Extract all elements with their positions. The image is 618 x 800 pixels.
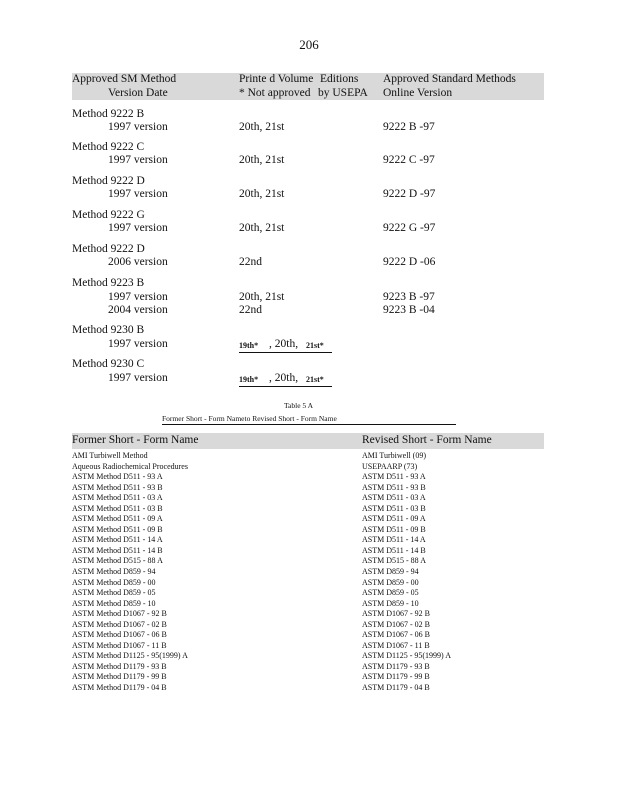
row-method: Method 9222 D [72, 243, 145, 255]
edition-19th: 19th* [239, 341, 259, 350]
former-name-item: Aqueous Radiochemical Procedures [72, 461, 188, 471]
revised-name-item: ASTM D1179 - 99 B [362, 672, 430, 682]
former-name-item: ASTM Method D1067 - 11 B [72, 640, 167, 650]
revised-name-item: USEPAARP (73) [362, 461, 418, 471]
row-online-version: 9222 G -97 [383, 222, 436, 234]
former-name-item: ASTM Method D859 - 05 [72, 588, 156, 598]
revised-name-item: ASTM D859 - 94 [362, 567, 419, 577]
edition-19th: 19th* [239, 375, 259, 384]
row-version: 1997 version [108, 338, 168, 350]
row-editions: 22nd [239, 256, 262, 268]
table2-header [72, 433, 544, 449]
former-name-item: AMI Turbiwell Method [72, 451, 148, 460]
revised-name-item: ASTM D511 - 93 A [362, 472, 426, 482]
row-method: Method 9230 C [72, 358, 145, 370]
header-version-date: Version Date [108, 87, 168, 99]
revised-name-item: ASTM D1067 - 92 B [362, 609, 431, 619]
row-editions-underlined [239, 338, 332, 353]
header-editions: Editions [320, 73, 359, 85]
edition-21st: 21st* [306, 375, 324, 384]
row-version: 1997 version [108, 121, 168, 133]
row-editions: 20th, 21st [239, 188, 285, 200]
row-online-version: 9223 B -04 [383, 304, 435, 316]
header-not-approved: * Not approved [239, 87, 311, 99]
revised-name-item: ASTM D511 - 14 A [362, 535, 426, 545]
revised-name-item: ASTM D1067 - 06 B [362, 630, 431, 640]
row-version: 1997 version [108, 291, 168, 303]
former-name-list [72, 451, 188, 694]
edition-20th: , 20th, [269, 338, 299, 350]
header-by-usepa: by USEPA [318, 87, 368, 99]
former-name-item: ASTM Method D511 - 14 A [72, 535, 163, 545]
former-name-item: ASTM Method D859 - 94 [72, 567, 156, 577]
header-printed-volume: Printe d Volume [239, 73, 314, 85]
former-name-item: ASTM Method D1067 - 02 B [72, 619, 167, 629]
row-version: 1997 version [108, 154, 168, 166]
former-name-item: ASTM Method D1067 - 92 B [72, 609, 167, 619]
row-version: 1997 version [108, 372, 168, 384]
header-approved-standard-methods: Approved Standard Methods [383, 73, 516, 85]
former-name-item: ASTM Method D1067 - 06 B [72, 630, 167, 640]
former-name-item: ASTM Method D515 - 88 A [72, 556, 163, 566]
revised-name-item: ASTM D1125 - 95(1999) A [362, 651, 452, 661]
row-version: 1997 version [108, 222, 168, 234]
row-method: Method 9222 B [72, 108, 145, 120]
former-name-item: ASTM Method D511 - 09 B [72, 524, 163, 534]
revised-name-item: AMI Turbiwell (09) [362, 451, 427, 460]
row-online-version: 9222 D -06 [383, 256, 436, 268]
row-editions: 22nd [239, 304, 262, 316]
table1-header [72, 73, 544, 100]
revised-name-item: ASTM D859 - 00 [362, 577, 419, 587]
revised-name-item: ASTM D511 - 93 B [362, 482, 426, 492]
edition-21st: 21st* [306, 341, 324, 350]
row-method: Method 9230 B [72, 324, 145, 336]
former-name-item: ASTM Method D511 - 93 B [72, 482, 163, 492]
row-online-version: 9223 B -97 [383, 291, 435, 303]
former-name-item: ASTM Method D511 - 09 A [72, 514, 163, 524]
table-title: Table 5 A [284, 401, 314, 410]
revised-name-item: ASTM D511 - 09 A [362, 514, 426, 524]
former-name-item: ASTM Method D511 - 03 B [72, 503, 163, 513]
header-revised: Revised Short - Form Name [362, 434, 492, 446]
revised-name-item: ASTM D1067 - 02 B [362, 619, 431, 629]
header-former: Former Short - Form Name [72, 434, 199, 446]
former-name-item: ASTM Method D1125 - 95(1999) A [72, 651, 188, 661]
table-subtitle: Former Short - Form Nameto Revised Short - Form Name [162, 414, 456, 425]
row-editions: 20th, 21st [239, 154, 285, 166]
row-editions: 20th, 21st [239, 222, 285, 234]
edition-20th: , 20th, [269, 372, 299, 384]
revised-name-item: ASTM D511 - 14 B [362, 545, 426, 555]
former-name-item: ASTM Method D511 - 93 A [72, 472, 163, 482]
revised-name-item: ASTM D1179 - 93 B [362, 661, 430, 671]
revised-name-item: ASTM D511 - 03 A [362, 493, 426, 503]
revised-name-item: ASTM D515 - 88 A [362, 556, 427, 566]
header-approved-sm-method: Approved SM Method [72, 73, 177, 85]
row-editions: 20th, 21st [239, 291, 285, 303]
row-method: Method 9222 D [72, 175, 145, 187]
row-editions: 20th, 21st [239, 121, 285, 133]
revised-name-item: ASTM D511 - 03 B [362, 503, 426, 513]
former-name-item: ASTM Method D1179 - 93 B [72, 661, 167, 671]
row-method: Method 9222 G [72, 209, 145, 221]
former-name-item: ASTM Method D511 - 03 A [72, 493, 163, 503]
revised-name-item: ASTM D859 - 05 [362, 588, 419, 598]
row-editions-underlined [239, 372, 332, 387]
page-number: 206 [299, 37, 319, 52]
row-version: 2004 version [108, 304, 168, 316]
revised-name-item: ASTM D1067 - 11 B [362, 640, 430, 650]
former-name-item: ASTM Method D859 - 00 [72, 577, 156, 587]
former-name-item: ASTM Method D511 - 14 B [72, 545, 163, 555]
revised-name-item: ASTM D511 - 09 B [362, 524, 426, 534]
former-name-item: ASTM Method D1179 - 04 B [72, 683, 167, 693]
row-method: Method 9222 C [72, 141, 145, 153]
row-online-version: 9222 C -97 [383, 154, 435, 166]
former-name-item: ASTM Method D1179 - 99 B [72, 672, 167, 682]
row-online-version: 9222 B -97 [383, 121, 435, 133]
former-name-item: ASTM Method D859 - 10 [72, 598, 156, 608]
revised-name-list [362, 451, 451, 694]
revised-name-item: ASTM D1179 - 04 B [362, 683, 430, 693]
row-version: 1997 version [108, 188, 168, 200]
revised-name-item: ASTM D859 - 10 [362, 598, 419, 608]
row-online-version: 9222 D -97 [383, 188, 436, 200]
row-method: Method 9223 B [72, 277, 145, 289]
header-online-version: Online Version [383, 87, 453, 99]
row-version: 2006 version [108, 256, 168, 268]
